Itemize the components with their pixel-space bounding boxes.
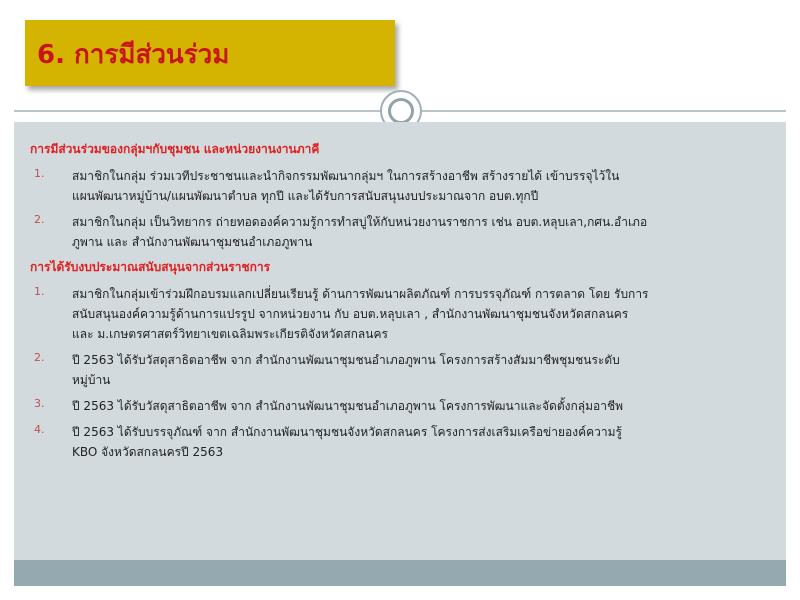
list-item-text: แผนพัฒนาหมู่บ้าน/แผนพัฒนาตำบล ทุกปี และได้รับการสนับสนุนงบประมาณจาก อบต.ทุกปี [72, 189, 539, 203]
list-item-text: ภูพาน และ สำนักงานพัฒนาชุมชนอำเภอภูพาน [72, 235, 313, 249]
list-item [30, 350, 770, 390]
title-box [25, 20, 395, 86]
list-item-text: ปี 2563 ได้รับวัสดุสาธิตอาชีพ จาก สำนักงานพัฒนาชุมชนอำเภอภูพาน โครงการพัฒนาและจัดตั้งกลุ่มอาชีพ [72, 399, 623, 413]
circle-ornament-inner [388, 98, 414, 124]
list-item-text: สมาชิกในกลุ่ม เป็นวิทยากร ถ่ายทอดองค์ความรู้การทำสบู่ให้กับหน่วยงานราชการ เช่น อบต.หลุบเลา,กศน.อำเภอ [72, 215, 648, 229]
list-item-number: 2. [34, 351, 45, 364]
list-item [30, 284, 770, 344]
list-item-number: 1. [34, 285, 45, 298]
list-item-text: สนับสนุนองค์ความรู้ด้านการแปรรูป จากหน่วยงาน กับ อบต.หลุบเลา , สำนักงานพัฒนาชุมชนจังหวัดสกลนคร [72, 307, 629, 321]
list-item-text: KBO จังหวัดสกลนครปี 2563 [72, 445, 224, 459]
list-item [30, 422, 770, 462]
list-item-text: ปี 2563 ได้รับวัสดุสาธิตอาชีพ จาก สำนักงานพัฒนาชุมชนอำเภอภูพาน โครงการสร้างสัมมาชีพชุมชนระดับ [72, 353, 620, 367]
slide-title: 6. การมีส่วนร่วม [37, 40, 230, 70]
list-item-number: 4. [34, 423, 45, 436]
list-item-number: 3. [34, 397, 45, 410]
list-item-text: สมาชิกในกลุ่ม ร่วมเวทีประชาชนและนำกิจกรรมพัฒนากลุ่มฯ ในการสร้างอาชีพ สร้างรายได้ เข้าบรรจุไว้ใน [72, 169, 620, 183]
section-heading-participation: การมีส่วนร่วมของกลุ่มฯกับชุมชน และหน่วยงานงานภาคี [30, 142, 320, 156]
list-item-number: 1. [34, 167, 45, 180]
list-item-text: หมู่บ้าน [72, 373, 111, 387]
footer-bar [14, 560, 786, 586]
list-item-number: 2. [34, 213, 45, 226]
list-item-text: สมาชิกในกลุ่มเข้าร่วมฝึกอบรมแลกเปลี่ยนเรียนรู้ ด้านการพัฒนาผลิตภัณฑ์ การบรรจุภัณฑ์ การตลาด โดย รับการ [72, 287, 649, 301]
list-item [30, 166, 770, 206]
list-item [30, 212, 770, 252]
section-heading-budget: การได้รับงบประมาณสนับสนุนจากส่วนราชการ [30, 260, 271, 274]
list-item-text: ปี 2563 ได้รับบรรจุภัณฑ์ จาก สำนักงานพัฒนาชุมชนจังหวัดสกลนคร โครงการส่งเสริมเครือข่ายองค์ความรู้ [72, 425, 622, 439]
content-body [30, 140, 770, 468]
list-item-text: และ ม.เกษตรศาสตร์วิทยาเขตเฉลิมพระเกียรติจังหวัดสกลนคร [72, 327, 388, 341]
list-item [30, 396, 770, 416]
